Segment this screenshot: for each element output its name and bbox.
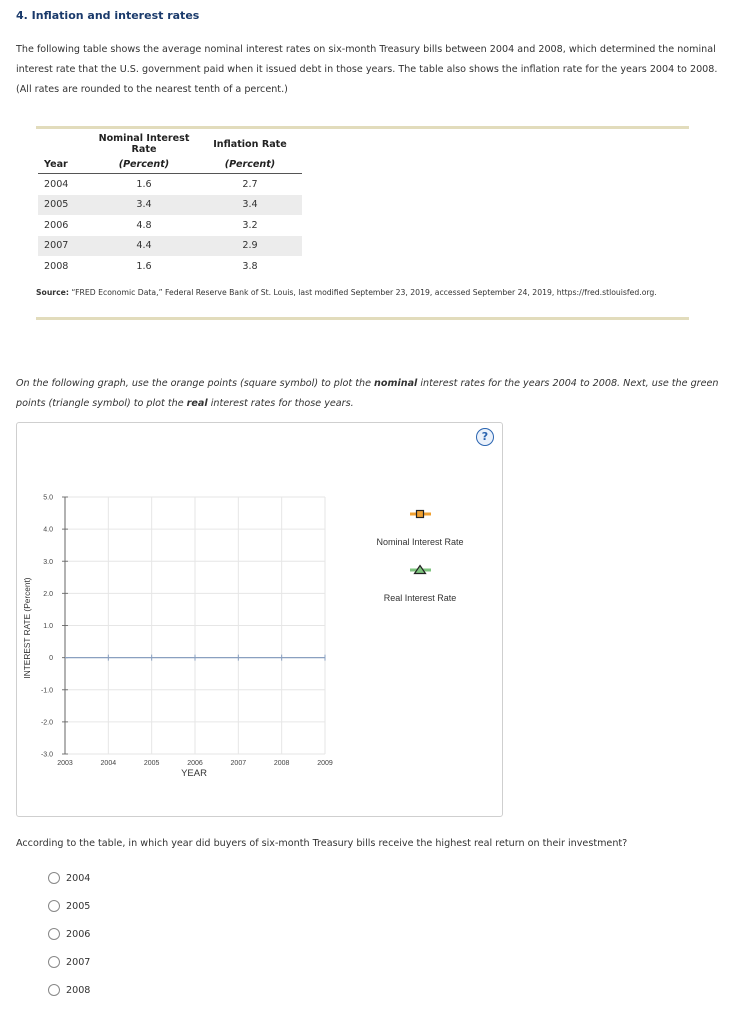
nominal-cell: 4.4 — [90, 236, 198, 257]
y-tick-label: 5.0 — [43, 494, 53, 502]
legend-nominal-label: Nominal Interest Rate — [376, 537, 464, 547]
year-cell: 2004 — [44, 178, 69, 190]
radio-button[interactable] — [48, 928, 60, 940]
year-cell: 2007 — [38, 236, 90, 257]
inflation-cell: 3.8 — [242, 260, 258, 272]
inflation-cell: 3.4 — [198, 195, 302, 216]
inflation-cell: 3.2 — [242, 219, 258, 231]
x-axis-label: YEAR — [181, 768, 207, 779]
y-tick-label: 1.0 — [43, 623, 53, 630]
nominal-header: Nominal Interest Rate — [98, 133, 190, 155]
table-source — [36, 288, 657, 297]
source-text: “FRED Economic Data,” Federal Reserve Bank of St. Louis, last modified September 23, 2019, accessed September 24, 2019, https://fred.stlouisfed.org. — [71, 288, 657, 297]
radio-button[interactable] — [48, 872, 60, 884]
question-title: 4. Inflation and interest rates — [16, 9, 200, 22]
table-row — [38, 195, 302, 216]
option-2007[interactable]: 2007 — [48, 956, 90, 968]
graph-instructions: On the following graph, use the orange points (square symbol) to plot the nominal interest rates for the years 2004 to 2008. Next, use the green points (triangle symbol) to plot the real interest rates for those years. — [16, 378, 719, 409]
x-tick-label: 2003 — [57, 760, 73, 767]
radio-button[interactable] — [48, 984, 60, 996]
y-tick-label: 4.0 — [43, 526, 53, 534]
help-icon[interactable]: ? — [476, 428, 494, 446]
intro-text: The following table shows the average nominal interest rates on six-month Treasury bills between 2004 and 2008, which determined the nominal interest rate that the U.S. government paid when it issued debt in those years. The table also shows the inflation rate for the years 2004 to 2008. (All rates are rounded to the nearest tenth of a percent.) — [16, 44, 718, 95]
table-row — [38, 174, 302, 195]
nominal-cell: 1.6 — [136, 178, 152, 190]
nominal-square-icon — [417, 511, 424, 518]
inflation-cell: 2.9 — [198, 236, 302, 257]
rates-table — [38, 133, 302, 277]
question-text: According to the table, in which year did buyers of six-month Treasury bills receive the highest real return on their investment? — [16, 838, 628, 849]
x-tick-label: 2006 — [187, 760, 203, 767]
x-tick-label: 2004 — [100, 760, 117, 767]
option-2006[interactable]: 2006 — [48, 928, 90, 940]
real-emphasis: real — [186, 398, 208, 409]
source-label: Source: — [36, 288, 69, 297]
nominal-cell: 1.6 — [136, 260, 152, 272]
inflation-header: Inflation Rate — [213, 138, 287, 150]
y-axis-label: INTEREST RATE (Percent) — [22, 577, 32, 679]
table-row — [38, 215, 302, 236]
option-2008[interactable]: 2008 — [48, 984, 90, 996]
y-tick-label: -2.0 — [40, 719, 53, 727]
radio-button[interactable] — [48, 900, 60, 912]
table-row — [38, 236, 302, 257]
year-header: Year — [38, 155, 90, 174]
option-2004[interactable]: 2004 — [48, 872, 90, 884]
x-tick-label: 2007 — [230, 760, 247, 767]
year-cell: 2005 — [38, 195, 90, 216]
legend-real-label: Real Interest Rate — [383, 593, 457, 603]
x-tick-label: 2005 — [143, 760, 160, 767]
nominal-emphasis: nominal — [374, 378, 418, 389]
radio-button[interactable] — [48, 956, 60, 968]
y-tick-label: 3.0 — [43, 558, 53, 566]
option-2005[interactable]: 2005 — [48, 900, 90, 912]
x-tick-label: 2008 — [273, 760, 290, 767]
x-tick-label: 2009 — [317, 760, 333, 767]
table-subheader-row — [38, 155, 302, 174]
y-tick-label: 0 — [49, 655, 53, 663]
table-top-rule — [36, 126, 689, 129]
y-tick-label: -1.0 — [40, 687, 53, 695]
year-cell: 2006 — [44, 219, 69, 231]
table-header-row — [38, 133, 302, 155]
table-row — [38, 256, 302, 277]
inflation-cell: 2.7 — [242, 178, 258, 190]
table-bottom-rule — [36, 317, 689, 320]
year-cell: 2008 — [44, 260, 69, 272]
y-tick-label: 2.0 — [43, 590, 53, 598]
y-tick-label: -3.0 — [40, 751, 53, 759]
graph-panel — [16, 422, 503, 817]
nominal-unit: (Percent) — [90, 155, 198, 174]
inflation-unit: (Percent) — [198, 155, 302, 174]
nominal-cell: 4.8 — [136, 219, 152, 231]
nominal-cell: 3.4 — [90, 195, 198, 216]
